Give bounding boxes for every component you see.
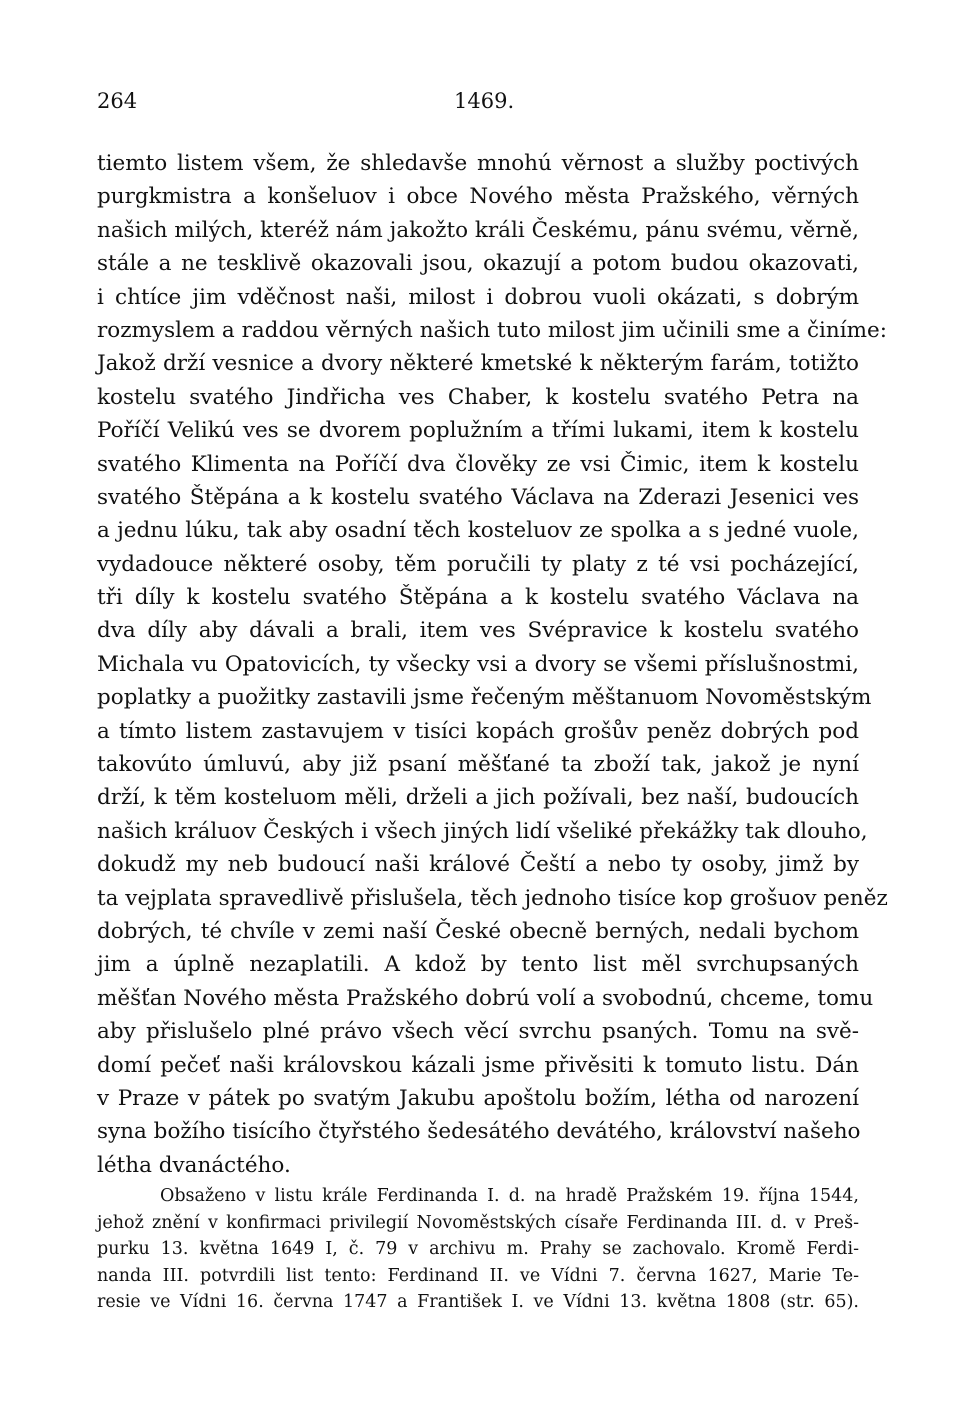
text-line: v Praze v pátek po svatým Jakubu apoštolu božím, létha od narození <box>97 1085 859 1111</box>
text-line: syna božího tisícího čtyřstého šedesátého devátého, království našeho <box>97 1119 861 1145</box>
text-line: svatého Štěpána a k kostelu svatého Václava na Zderazi Jesenici ves <box>97 484 859 510</box>
text-line: Michala vu Opatovicích, ty všecky vsi a dvory se všemi příslušnostmi, <box>97 651 859 677</box>
text-line: domí pečeť naši královskou kázali jsme přivěsiti k tomuto listu. Dán <box>97 1052 859 1078</box>
note-line: purku 13. května 1649 I, č. 79 v archivu m. Prahy se zachovalo. Kromě Ferdi- <box>97 1239 859 1259</box>
main-text <box>97 147 888 1182</box>
note-line: jehož znění v konfirmaci privilegií Novoměstských císaře Ferdinanda III. d. v Preš- <box>97 1212 859 1233</box>
page-number: 264 <box>97 89 138 113</box>
note-line: resie ve Vídni 16. června 1747 a František I. ve Vídni 13. května 1808 (str. 65). <box>97 1292 859 1312</box>
text-line: aby přislušelo plné právo všech věcí svrchu psaných. Tomu na svě- <box>97 1019 859 1045</box>
text-line: svatého Klimenta na Poříčí dva člověky ze vsi Čimic, item k kostelu <box>97 451 859 477</box>
text-line: našich králuov Českých i všech jiných lidí všeliké překážky tak dlouho, <box>97 818 868 844</box>
text-line: dva díly aby dávali a brali, item ves Svépravice k kostelu svatého <box>97 618 859 644</box>
text-line: a jednu lúku, tak aby osadní těch kosteluov ze spolka a s jedné vuole, <box>97 518 859 544</box>
text-line: našich milých, kteréž nám jakožto králi Českému, pánu svému, věrně, <box>97 217 859 243</box>
text-line: poplatky a puožitky zastavili jsme řečeným měštanuom Novoměstským <box>97 685 872 711</box>
page-header <box>97 89 857 119</box>
text-line: Poříčí Velikú ves se dvorem poplužním a třími lukami, item k kostelu <box>97 418 859 444</box>
text-line: měšťan Nového města Pražského dobrú volí a svobodnú, chceme, tomu <box>97 985 874 1011</box>
note-line: nanda III. potvrdili list tento: Ferdinand II. ve Vídni 7. června 1627, Marie Te- <box>97 1265 859 1286</box>
text-line: jim a úplně nezaplatili. A kdož by tento list měl svrchupsaných <box>97 952 859 978</box>
text-line: drží, k těm kosteluom měli, drželi a jich požívali, bez naší, budoucích <box>97 785 859 811</box>
text-line: dokudž my neb budoucí naši králové Čeští a nebo ty osoby, jimž by <box>97 852 859 878</box>
text-line: Jakož drží vesnice a dvory některé kmetské k některým farám, totižto <box>97 351 859 377</box>
running-head-year: 1469. <box>454 89 515 113</box>
editorial-note <box>97 1183 859 1316</box>
text-line: purgkmistra a konšeluov i obce Nového města Pražského, věrných <box>97 184 859 210</box>
text-line: vydadouce některé osoby, těm poručili ty platy z té vsi pocházející, <box>97 551 859 577</box>
text-line: tiemto listem všem, že shledavše mnohú věrnost a služby poctivých <box>97 151 859 176</box>
text-line: rozmyslem a raddou věrných našich tuto milost jim učinili sme a činíme: <box>97 317 887 343</box>
text-line: a tímto listem zastavujem v tisíci kopách grošův peněz dobrých pod <box>97 718 859 744</box>
text-line: i chtíce jim vděčnost naši, milost i dobrou vuoli okázati, s dobrým <box>97 284 859 310</box>
text-line: stále a ne tesklivě okazovali jsou, okazují a potom budou okazovati, <box>97 251 859 277</box>
text-line: takovúto úmluvú, aby již psaní měšťané ta zboží tak, jakož je nyní <box>97 752 859 778</box>
text-line: ta vejplata spravedlivě přislušela, těch jednoho tisíce kop grošuov peněz <box>97 885 888 911</box>
text-line: dobrých, té chvíle v zemi naší České obecně berných, nedali bychom <box>97 918 859 944</box>
text-line: létha dvanáctého. <box>97 1152 291 1178</box>
text-line: kostelu svatého Jindřicha ves Chaber, k kostelu svatého Petra na <box>97 384 859 410</box>
text-line: tři díly k kostelu svatého Štěpána a k kostelu svatého Václava na <box>97 585 859 611</box>
note-line: Obsaženo v listu krále Ferdinanda I. d. na hradě Pražském 19. října 1544, <box>160 1186 859 1206</box>
